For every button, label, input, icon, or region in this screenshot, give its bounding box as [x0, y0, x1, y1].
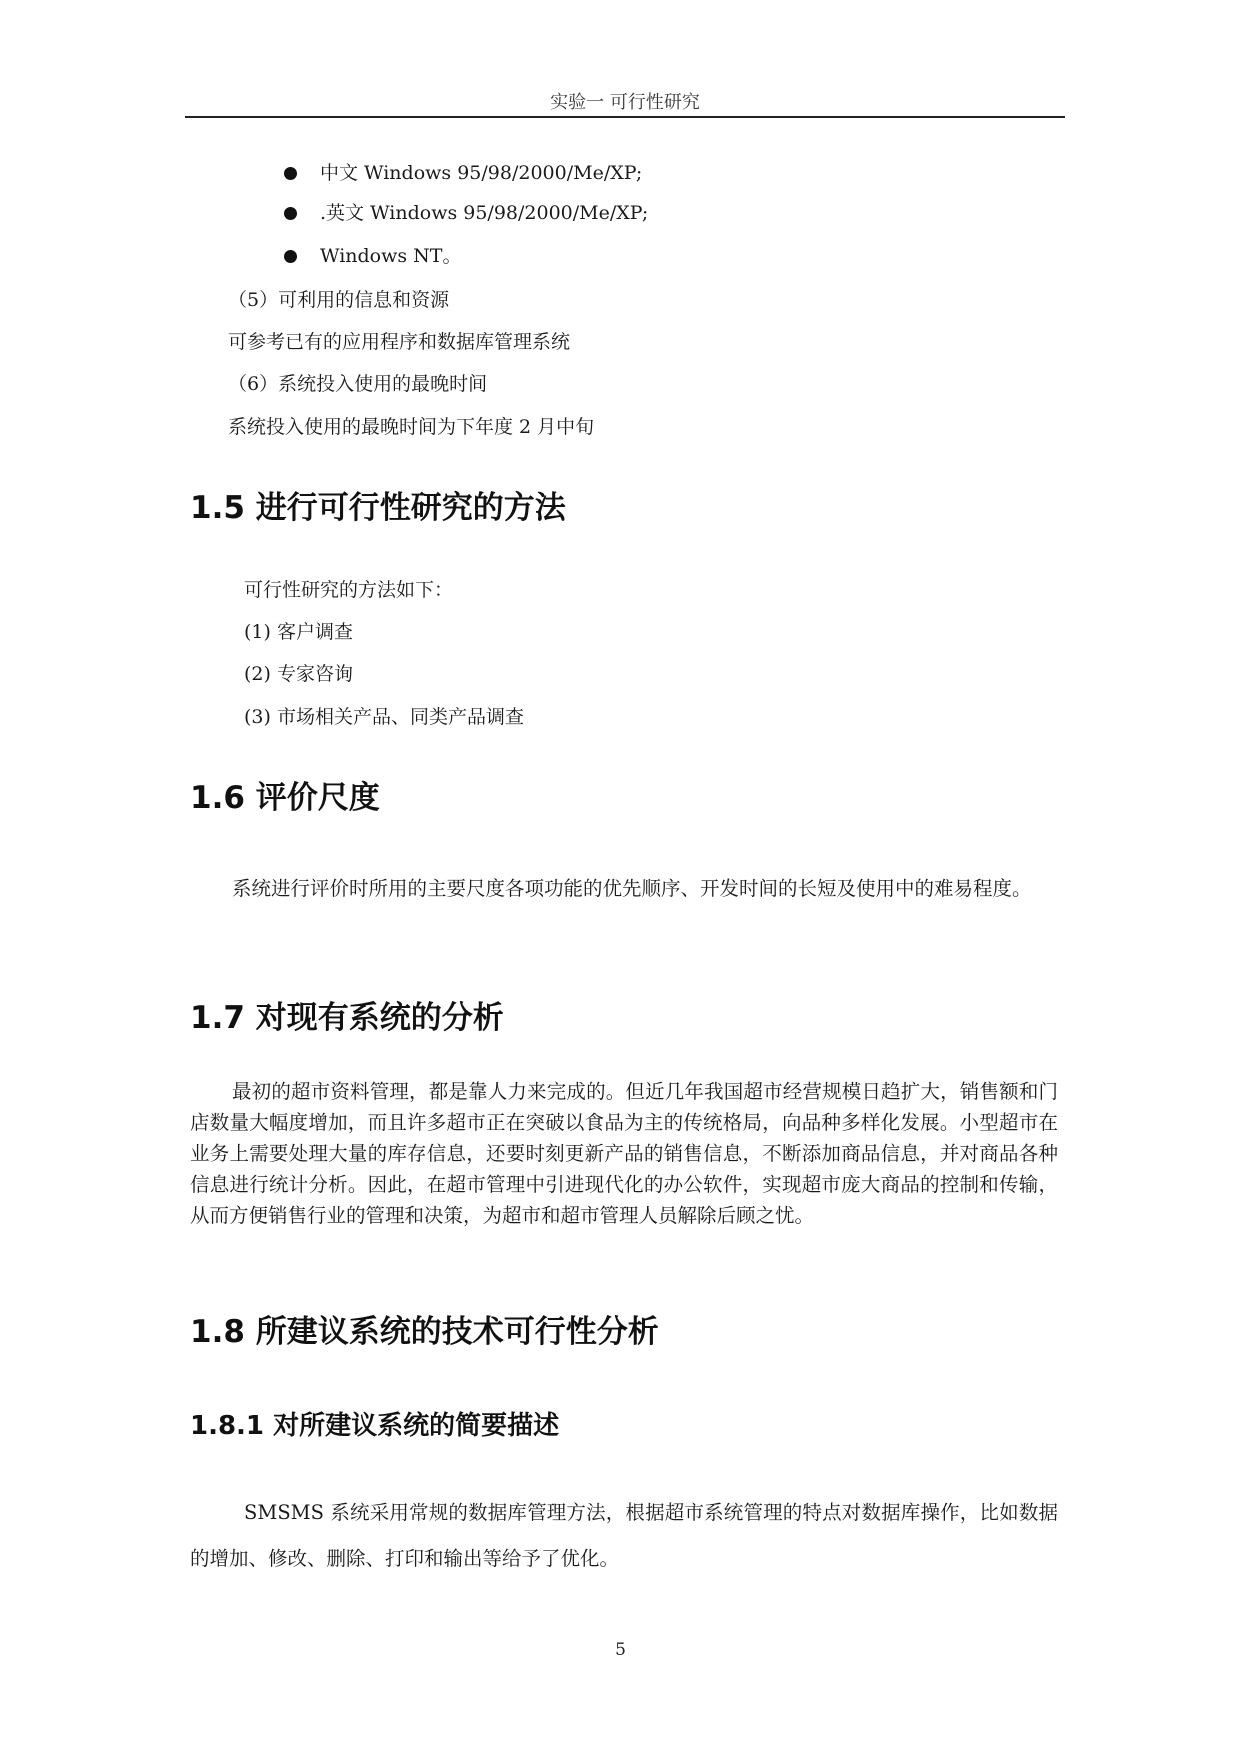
system-description-paragraph: SMSMS 系统采用常规的数据库管理方法，根据超市系统管理的特点对数据库操作，比如数据的增加、修改、删除、打印和输出等给予了优化。 — [190, 1501, 1058, 1570]
evaluation-criteria-paragraph: 系统进行评价时所用的主要尺度各项功能的优先顺序、开发时间的长短及使用中的难易程度。 — [232, 877, 1032, 900]
section-1-8-heading: 1.8 所建议系统的技术可行性分析 — [190, 1314, 659, 1350]
method-item: (2) 专家咨询 — [244, 663, 353, 685]
method-item: (1) 客户调查 — [244, 621, 353, 643]
methods-intro: 可行性研究的方法如下： — [244, 579, 454, 601]
section-1-8-1-heading: 1.8.1 对所建议系统的简要描述 — [190, 1411, 560, 1441]
latest-time-label: （6）系统投入使用的最晚时间 — [228, 373, 488, 395]
page-header — [185, 82, 1065, 118]
section-1-6-heading: 1.6 评价尺度 — [190, 780, 380, 816]
os-list-item-text: Windows NT。 — [320, 245, 462, 267]
bullet-icon — [284, 250, 297, 263]
os-list-item-text: .英文 Windows 95/98/2000/Me/XP; — [320, 202, 649, 224]
section-1-5-heading: 1.5 进行可行性研究的方法 — [190, 490, 566, 526]
latest-time-text: 系统投入使用的最晚时间为下年度 2 月中旬 — [228, 416, 595, 438]
section-1-7-heading: 1.7 对现有系统的分析 — [190, 1000, 504, 1036]
page-number: 5 — [615, 1640, 626, 1660]
os-list-item-text: 中文 Windows 95/98/2000/Me/XP; — [320, 162, 643, 184]
header-title: 实验一 可行性研究 — [550, 92, 700, 113]
info-resources-text: 可参考已有的应用程序和数据库管理系统 — [228, 331, 571, 353]
existing-system-paragraph: 最初的超市资料管理，都是靠人力来完成的。但近几年我国超市经营规模日趋扩大，销售额和门店数量大幅度增加，而且许多超市正在突破以食品为主的传统格局，向品种多样化发展。小型超市在业务上需要处理大量的库存信息，还要时刻更新产品的销售信息，不断添加商品信息，并对商品各种信息进行统计分析。因此，在超市管理中引进现代化的办公软件，实现超市庞大商品的控制和传输，从而方便销售行业的管理和决策，为超市和超市管理人员解除后顾之忧。 — [190, 1080, 1058, 1227]
bullet-icon — [284, 167, 297, 180]
bullet-icon — [284, 207, 297, 220]
info-resources-label: （5）可利用的信息和资源 — [228, 289, 450, 311]
method-item: (3) 市场相关产品、同类产品调查 — [244, 706, 524, 728]
